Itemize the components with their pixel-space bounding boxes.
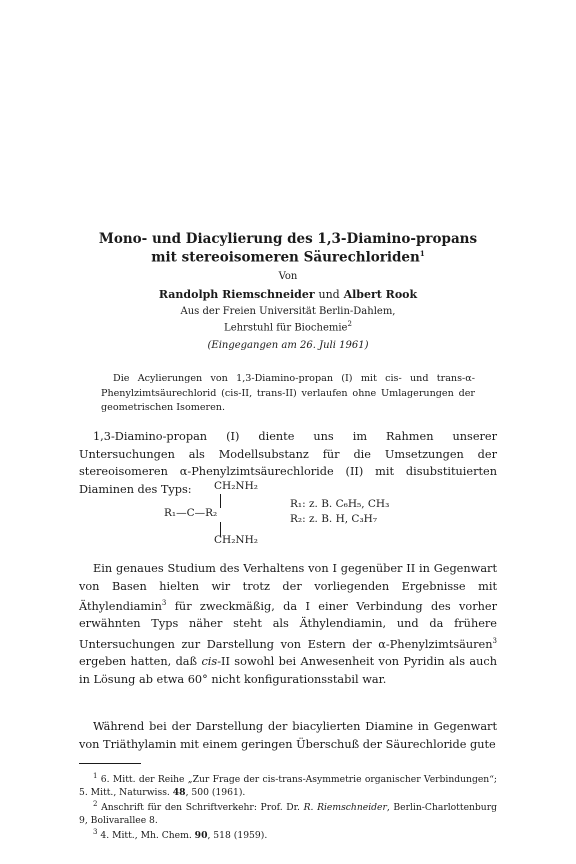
paper-title-line-1: Mono- und Diacylierung des 1,3-Diamino-propans (98, 231, 478, 247)
footnote-1-number: 1 (93, 772, 98, 780)
paragraph-2-part-d: -II sowohl bei Anwesenheit von Pyridin als auch in Lösung ab etwa 60° nicht konfigurationsstabil war. (79, 655, 497, 686)
received-date: (Eingegangen am 26. Juli 1961) (207, 340, 369, 351)
formula-center: R₁—C—R₂ (164, 507, 218, 519)
paragraph-2-part-b: für zweckmäßig, da I einer Verbindung des vorher erwähnten Typs näher steht als Äthylendiamin, und da frühere Untersuchungen zur Darstellung von Estern der α-Phenylzimtsäuren (79, 599, 497, 651)
affiliation-line-2 (79, 320, 497, 333)
paragraph-1: 1,3-Diamino-propan (I) diente uns im Rahmen unserer Untersuchungen als Modellsubstanz für die Umsetzungen der stereoisomeren α-Phenylzimtsäurechloride (II) mit disubstituierten Diaminen des Typs: (79, 430, 497, 496)
formula-bottom-group: CH₂NH₂ (214, 534, 258, 546)
cis-italic: cis (201, 655, 218, 669)
authors (79, 288, 497, 301)
paragraph-2-part-c: ergeben hatten, daß (79, 655, 202, 669)
footnote-2-text-b: , Berlin-Charlottenburg 9, Bolivarallee 8. (79, 802, 497, 827)
affiliation-footnote-marker: 2 (347, 320, 352, 328)
author-second: Albert Rook (343, 288, 418, 301)
formula-top-group: CH₂NH₂ (214, 480, 258, 492)
abstract: Die Acylierungen von 1,3-Diamino-propan (I) mit cis- und trans-α-Phenylzimtsäurechlorid (cis-II, trans-II) verlaufen ohne Umlagerungen der geometrischen Isomeren. (101, 373, 475, 413)
structural-formula (164, 480, 494, 550)
footnote-2-text-a: Anschrift für den Schriftverkehr: Prof. Dr. (97, 802, 304, 814)
paragraph-3: Während bei der Darstellung der biacylierten Diamine in Gegenwart von Triäthylamin mit einem geringen Überschuß der Säurechloride gute (79, 720, 497, 751)
footnote-3-number: 3 (93, 828, 98, 836)
title-line-2-text: mit stereoisomeren Säurechloriden (151, 249, 420, 266)
footnote-3-text-b: , 518 (1959). (207, 830, 268, 842)
affiliation-line-2-text: Lehrstuhl für Biochemie (224, 322, 348, 334)
formula-bond-top (220, 494, 221, 508)
footnote-2-number: 2 (93, 800, 98, 808)
author-conjunction: und (318, 288, 340, 301)
footnote-3 (79, 826, 497, 842)
footnote-1-text-a: 6. Mitt. der Reihe „Zur Frage der cis-trans-Asymmetrie organischer Verbindungen“; 5. Mitt., Naturwiss. (79, 774, 497, 799)
paragraph-2 (79, 560, 497, 688)
footnote-divider (79, 763, 141, 764)
footnote-3-volume: 90 (194, 830, 208, 842)
formula-r1-definition: R₁: z. B. C₆H₅, CH₃ (290, 498, 390, 510)
paper-page (79, 0, 497, 864)
paper-title-line-2 (79, 249, 497, 266)
footnote-2 (79, 798, 497, 827)
author-first: Randolph Riemschneider (158, 288, 315, 301)
byline: Von (278, 271, 298, 282)
paragraph-2-part-a: Ein genaues Studium des Verhaltens von I gegenüber II in Gegenwart von Basen hielten wir trotz der vorliegenden Ergebnisse mit Äthylendiamin (79, 562, 497, 613)
footnote-1 (79, 770, 497, 799)
title-footnote-marker: 1 (419, 249, 425, 258)
footnote-3-text-a: 4. Mitt., Mh. Chem. (97, 830, 195, 842)
footnote-1-text-b: , 500 (1961). (185, 787, 246, 799)
footnote-2-name: R. Riemschneider (303, 802, 387, 814)
footnote-ref-3b: 3 (492, 636, 497, 645)
footnote-1-volume: 48 (172, 787, 186, 799)
formula-r2-definition: R₂: z. B. H, C₃H₇ (290, 513, 378, 525)
footnote-ref-3a: 3 (161, 599, 167, 607)
affiliation-line-1: Aus der Freien Universität Berlin-Dahlem, (180, 306, 396, 317)
